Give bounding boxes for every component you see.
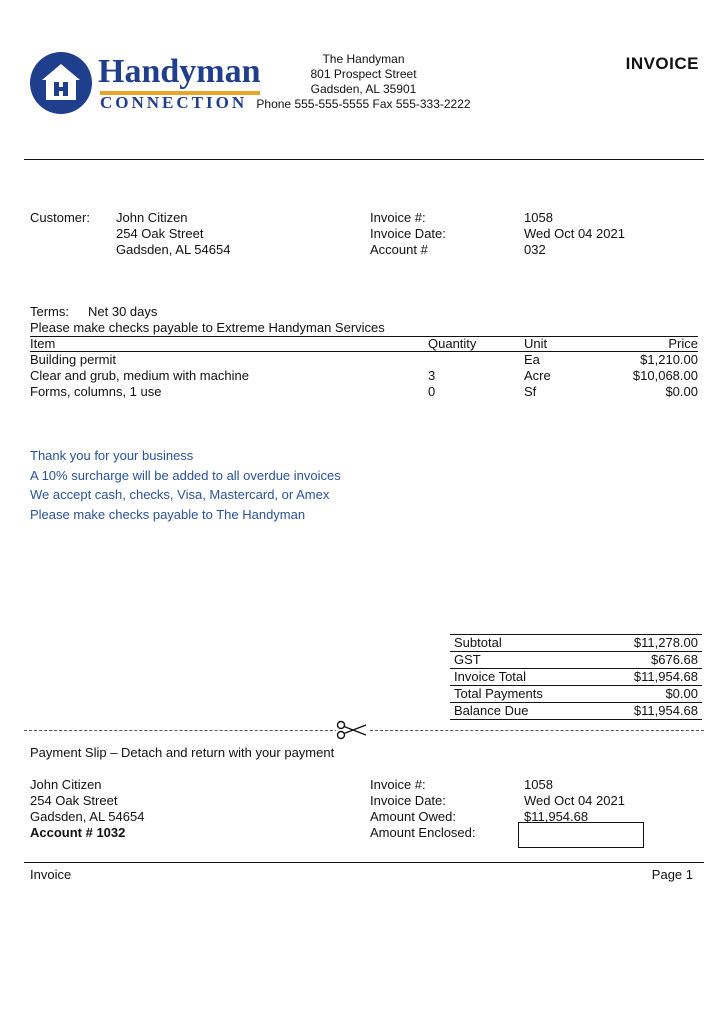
table-header-row [30, 337, 698, 352]
totals-value: $11,954.68 [633, 703, 698, 718]
row-quantity: 3 [428, 368, 436, 383]
row-price: $10,068.00 [632, 368, 698, 383]
slip-amount-enclosed-label: Amount Enclosed: [370, 825, 476, 840]
totals-row-subtotal [450, 634, 702, 651]
company-name: The Handyman [322, 52, 405, 66]
footer-document-name: Invoice [30, 867, 72, 882]
table-row [30, 384, 698, 400]
company-address-block [0, 52, 727, 112]
payment-slip-title: Payment Slip – Detach and return with your payment [30, 745, 335, 760]
logo-name: Handyman [98, 53, 261, 90]
customer-name: John Citizen [116, 210, 188, 225]
slip-invoice-number-label: Invoice #: [370, 777, 426, 792]
slip-customer-street: 254 Oak Street [30, 793, 118, 808]
line-items-table [30, 336, 698, 400]
note-payment-methods: We accept cash, checks, Visa, Mastercard, or Amex [30, 487, 330, 502]
slip-amount-owed: $11,954.68 [524, 809, 589, 824]
row-item: Clear and grub, medium with machine [30, 368, 249, 383]
customer-city: Gadsden, AL 54654 [116, 242, 231, 257]
totals-value: $11,278.00 [633, 635, 698, 650]
totals-label: Total Payments [454, 686, 543, 701]
invoice-date-label: Invoice Date: [370, 226, 446, 241]
footer-divider [24, 862, 704, 863]
totals-row-invoice-total [450, 668, 702, 685]
note-surcharge: A 10% surcharge will be added to all overdue invoices [30, 467, 341, 483]
company-phone: Phone 555-555-5555 Fax 555-333-2222 [256, 97, 471, 111]
totals-row-payments [450, 685, 702, 702]
account-label: Account # [370, 242, 428, 257]
totals-label: GST [454, 652, 481, 667]
logo-subtitle: CONNECTION [100, 93, 248, 112]
totals-row-gst [450, 651, 702, 668]
document-title: INVOICE [625, 54, 699, 73]
amount-enclosed-box[interactable] [518, 822, 644, 848]
terms-label: Terms: [30, 304, 69, 319]
totals-row-balance-due [450, 702, 702, 720]
slip-invoice-number: 1058 [524, 777, 553, 792]
checks-payable-note: Please make checks payable to Extreme Handyman Services [30, 320, 385, 335]
terms-value: Net 30 days [88, 304, 158, 319]
scissors-icon [336, 720, 368, 740]
totals-block [450, 634, 702, 720]
column-header-quantity: Quantity [428, 336, 477, 351]
row-price: $1,210.00 [640, 352, 698, 367]
row-item: Forms, columns, 1 use [30, 384, 162, 399]
totals-value: $11,954.68 [633, 669, 698, 684]
column-header-item: Item [30, 336, 56, 351]
account-number: 032 [524, 242, 546, 257]
company-address-line1: 801 Prospect Street [310, 67, 417, 81]
slip-account-number: Account # 1032 [30, 825, 126, 840]
row-unit: Ea [524, 352, 540, 367]
table-row [30, 352, 698, 369]
row-quantity: 0 [428, 384, 436, 399]
slip-customer-name: John Citizen [30, 777, 102, 792]
totals-label: Invoice Total [454, 669, 527, 684]
notes-block [30, 446, 341, 524]
row-quantity [428, 352, 524, 369]
table-row [30, 368, 698, 384]
company-address-line2: Gadsden, AL 35901 [310, 82, 417, 96]
slip-amount-owed-label: Amount Owed: [370, 809, 456, 824]
slip-invoice-date-label: Invoice Date: [370, 793, 446, 808]
slip-customer-city: Gadsden, AL 54654 [30, 809, 145, 824]
totals-label: Subtotal [454, 635, 502, 650]
slip-invoice-date: Wed Oct 04 2021 [524, 793, 625, 808]
row-unit: Sf [524, 384, 537, 399]
customer-label: Customer: [30, 210, 90, 225]
row-price: $0.00 [665, 384, 698, 399]
footer-page-number: Page 1 [651, 867, 693, 882]
invoice-number-label: Invoice #: [370, 210, 426, 225]
totals-value: $676.68 [651, 652, 698, 667]
row-unit: Acre [524, 368, 551, 383]
totals-value: $0.00 [665, 686, 698, 701]
invoice-number: 1058 [524, 210, 553, 225]
note-checks-payable: Please make checks payable to The Handyman [30, 506, 306, 522]
note-thank-you: Thank you for your business [30, 448, 194, 463]
invoice-date: Wed Oct 04 2021 [524, 226, 625, 241]
row-item: Building permit [30, 352, 116, 367]
column-header-price: Price [668, 336, 698, 351]
header-divider [24, 159, 704, 160]
customer-street: 254 Oak Street [116, 226, 204, 241]
column-header-unit: Unit [524, 336, 548, 351]
totals-label: Balance Due [454, 703, 529, 718]
